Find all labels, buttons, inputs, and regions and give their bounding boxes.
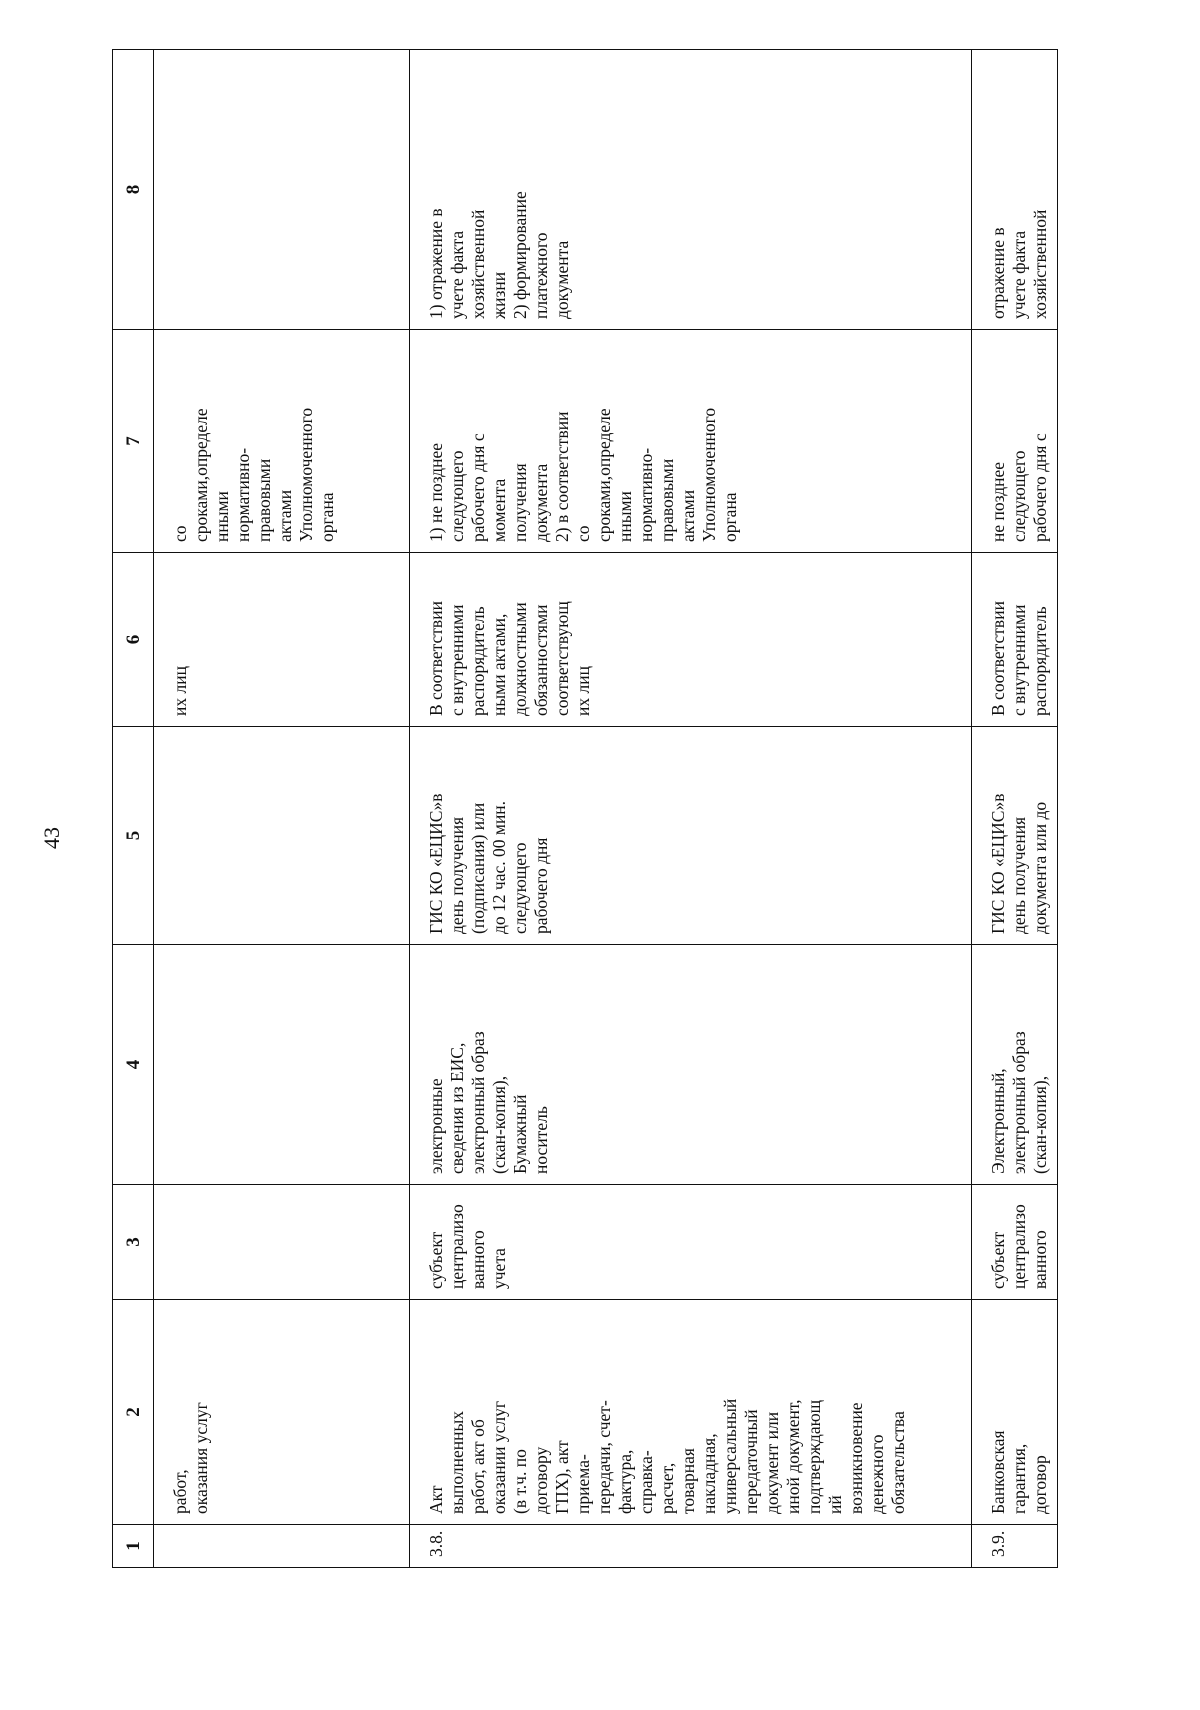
cell-action: 1) отражение в учете факта хозяйственной жизни 2) формирование платежного документа bbox=[410, 50, 972, 330]
table-row bbox=[972, 50, 1058, 1568]
cell-deadline: не позднее следующего рабочего дня с bbox=[972, 330, 1058, 553]
cell-persons: В соответствии с внутренними распорядитель bbox=[972, 553, 1058, 727]
cell-format: Электронный, электронный образ (скан-копия), bbox=[972, 945, 1058, 1185]
header-row bbox=[113, 50, 154, 1568]
cell-format: электронные сведения из ЕИС, электронный образ (скан-копия), Бумажный носитель bbox=[410, 945, 972, 1185]
document-table bbox=[112, 49, 1058, 1568]
page-number: 43 bbox=[39, 827, 64, 849]
table-row bbox=[410, 50, 972, 1568]
cell-number bbox=[154, 1525, 410, 1568]
col-header-7: 7 bbox=[113, 330, 154, 553]
cell-action bbox=[154, 50, 410, 330]
cell-system: ГИС КО «ЕЦИС»в день получения (подписания) или до 12 час. 00 мин. следующего рабочего дня bbox=[410, 727, 972, 945]
col-header-1: 1 bbox=[113, 1525, 154, 1568]
table-row bbox=[154, 50, 410, 1568]
cell-action: отражение в учете факта хозяйственной bbox=[972, 50, 1058, 330]
cell-responsible: субъект централизо ванного учета bbox=[410, 1185, 972, 1300]
cell-system bbox=[154, 727, 410, 945]
col-header-4: 4 bbox=[113, 945, 154, 1185]
col-header-2: 2 bbox=[113, 1300, 154, 1525]
cell-document: Акт выполненных работ, акт об оказании услуг (в т.ч. по договору ГПХ), акт приема- передачи, счет- фактура, справка- расчет, товарная накладная, универсальный передаточный документ или иной документ, подтверждающ ий возникновение денежного обязательства bbox=[410, 1300, 972, 1525]
col-header-6: 6 bbox=[113, 553, 154, 727]
cell-number: 3.9. bbox=[972, 1525, 1058, 1568]
col-header-5: 5 bbox=[113, 727, 154, 945]
cell-system: ГИС КО «ЕЦИС»в день получения документа или до bbox=[972, 727, 1058, 945]
cell-responsible: субъект централизо ванного bbox=[972, 1185, 1058, 1300]
cell-document: работ, оказания услуг bbox=[154, 1300, 410, 1525]
cell-number: 3.8. bbox=[410, 1525, 972, 1568]
col-header-8: 8 bbox=[113, 50, 154, 330]
cell-responsible bbox=[154, 1185, 410, 1300]
cell-document: Банковская гарантия, договор bbox=[972, 1300, 1058, 1525]
cell-format bbox=[154, 945, 410, 1185]
cell-deadline: со сроками,определе нными нормативно- правовыми актами Уполномоченного органа bbox=[154, 330, 410, 553]
rotated-table-container bbox=[112, 50, 1050, 1568]
cell-persons: их лиц bbox=[154, 553, 410, 727]
cell-deadline: 1) не позднее следующего рабочего дня с момента получения документа 2) в соответствии со сроками,определе нными нормативно- правовыми актами Уполномоченного органа bbox=[410, 330, 972, 553]
col-header-3: 3 bbox=[113, 1185, 154, 1300]
cell-persons: В соответствии с внутренними распорядитель ными актами, должностными обязанностями соответствующ их лиц bbox=[410, 553, 972, 727]
